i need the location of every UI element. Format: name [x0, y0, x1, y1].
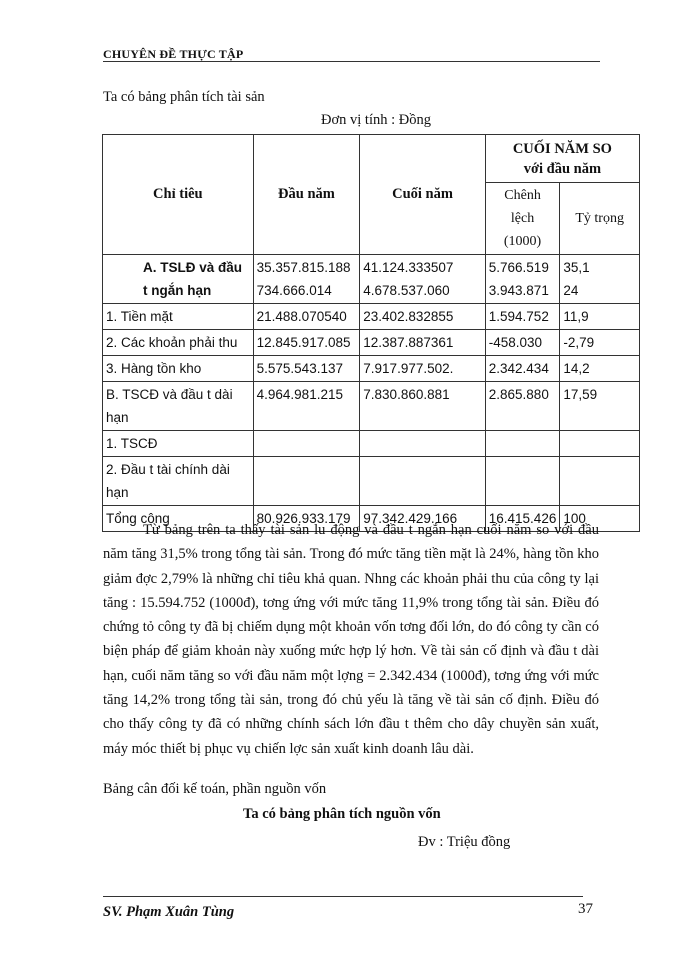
footer-divider — [103, 896, 583, 897]
cell-label: 2. Đầu t tài chính dài hạn — [103, 457, 254, 506]
cell-cuoi-nam — [360, 431, 485, 457]
table-row — [103, 457, 640, 506]
cell-chenh-lech: 5.766.519 3.943.871 — [485, 255, 560, 304]
cell-dau-nam: 21.488.070540 — [253, 304, 360, 330]
cell-dau-nam — [253, 457, 360, 506]
cell-ty-trong: -2,79 — [560, 330, 640, 356]
cell-dau-nam: 5.575.543.137 — [253, 356, 360, 382]
cell-chenh-lech — [485, 431, 560, 457]
header-group: CUỐI NĂM SO với đầu năm — [485, 135, 639, 183]
cell-cuoi-nam: 23.402.832855 — [360, 304, 485, 330]
cell-label: A. TSLĐ và đầu t ngắn hạn — [103, 255, 254, 304]
cell-label: Tổng cộng — [103, 506, 254, 532]
table-row — [103, 304, 640, 330]
cell-label: 3. Hàng tồn kho — [103, 356, 254, 382]
analysis-paragraph: Từ bảng trên ta thấy tài sản lu động và đầu t ngắn hạn cuối năm so với đầu năm tăng 31,5% trong tổng tài sản. Trong đó mức tăng tiền mặt là 24%, hàng tồn kho giảm đợc 2,79% là những chỉ tiêu khả quan. Nhng các khoản phải thu của công ty lại tăng : 15.594.752 (1000đ), tơng ứng với mức tăng 11,9% trong tổng tài sản. Điều đó chứng tỏ công ty đã bị chiếm dụng một khoản vốn tơng đối lớn, do đó công ty cần có biện pháp để giảm khoản này xuống mức hợp lý hơn. Về tài sản cố định và đầu t dài hạn, cuối năm tăng so với đầu năm một lợng = 2.342.434 (1000đ), tơng ứng với mức tăng 14,2% trong tổng tài sản, trong đó chủ yếu là tăng về tài sản cố định. Điều đó cho thấy công ty đã có những chính sách lớn đầu t thêm cho dây chuyền sản xuất, máy móc thiết bị phục vụ chiến lợc sản xuất kinh doanh lâu dài. — [103, 522, 599, 757]
cell-dau-nam: 80.926.933.179 — [253, 506, 360, 532]
cell-ty-trong — [560, 457, 640, 506]
cell-ty-trong: 11,9 — [560, 304, 640, 330]
cell-cuoi-nam: 7.830.860.881 — [360, 382, 485, 431]
cell-ty-trong — [560, 431, 640, 457]
asset-analysis-table — [102, 134, 640, 532]
cell-chenh-lech: 2.342.434 — [485, 356, 560, 382]
balance-line: Bảng cân đối kế toán, phần nguồn vốn — [103, 781, 327, 797]
intro-line: Ta có bảng phân tích tài sản — [103, 89, 265, 105]
cell-chenh-lech: 2.865.880 — [485, 382, 560, 431]
footer-author: SV. Phạm Xuân Tùng — [103, 904, 235, 920]
cell-cuoi-nam: 12.387.887361 — [360, 330, 485, 356]
header-dau-nam: Đầu năm — [253, 135, 360, 255]
cell-cuoi-nam — [360, 457, 485, 506]
cell-label: 2. Các khoản phải thu — [103, 330, 254, 356]
header-cuoi-nam: Cuối năm — [360, 135, 485, 255]
cell-cuoi-nam: 97.342.429.166 — [360, 506, 485, 532]
cell-ty-trong: 100 — [560, 506, 640, 532]
table-row — [103, 330, 640, 356]
unit-label: Đơn vị tính : Đồng — [321, 112, 431, 128]
cell-label: 1. TSCĐ — [103, 431, 254, 457]
cell-dau-nam — [253, 431, 360, 457]
cell-cuoi-nam: 41.124.333507 4.678.537.060 — [360, 255, 485, 304]
cell-chenh-lech: 16.415.426 — [485, 506, 560, 532]
cell-cuoi-nam: 7.917.977.502. — [360, 356, 485, 382]
cell-chenh-lech: 1.594.752 — [485, 304, 560, 330]
cell-ty-trong: 35,1 24 — [560, 255, 640, 304]
cell-chenh-lech — [485, 457, 560, 506]
cell-dau-nam: 35.357.815.188 734.666.014 — [253, 255, 360, 304]
cell-ty-trong: 17,59 — [560, 382, 640, 431]
header-chenh-lech: Chênh lệch (1000) — [485, 183, 560, 255]
table-row — [103, 255, 640, 304]
page-header: CHUYÊN ĐỀ THỰC TẬP — [103, 47, 244, 61]
table-row — [103, 431, 640, 457]
page-number: 37 — [578, 901, 593, 917]
cell-chenh-lech: -458.030 — [485, 330, 560, 356]
cell-dau-nam: 4.964.981.215 — [253, 382, 360, 431]
cell-label: 1. Tiền mặt — [103, 304, 254, 330]
header-chi-tieu: Chỉ tiêu — [103, 135, 254, 255]
table-row — [103, 356, 640, 382]
section-subtitle: Ta có bảng phân tích nguồn vốn — [243, 806, 441, 822]
table-row — [103, 382, 640, 431]
unit2-label: Đv : Triệu đồng — [418, 834, 511, 850]
cell-dau-nam: 12.845.917.085 — [253, 330, 360, 356]
cell-label: B. TSCĐ và đầu t dài hạn — [103, 382, 254, 431]
header-divider — [103, 61, 600, 62]
header-ty-trong: Tỷ trọng — [560, 183, 640, 255]
cell-ty-trong: 14,2 — [560, 356, 640, 382]
